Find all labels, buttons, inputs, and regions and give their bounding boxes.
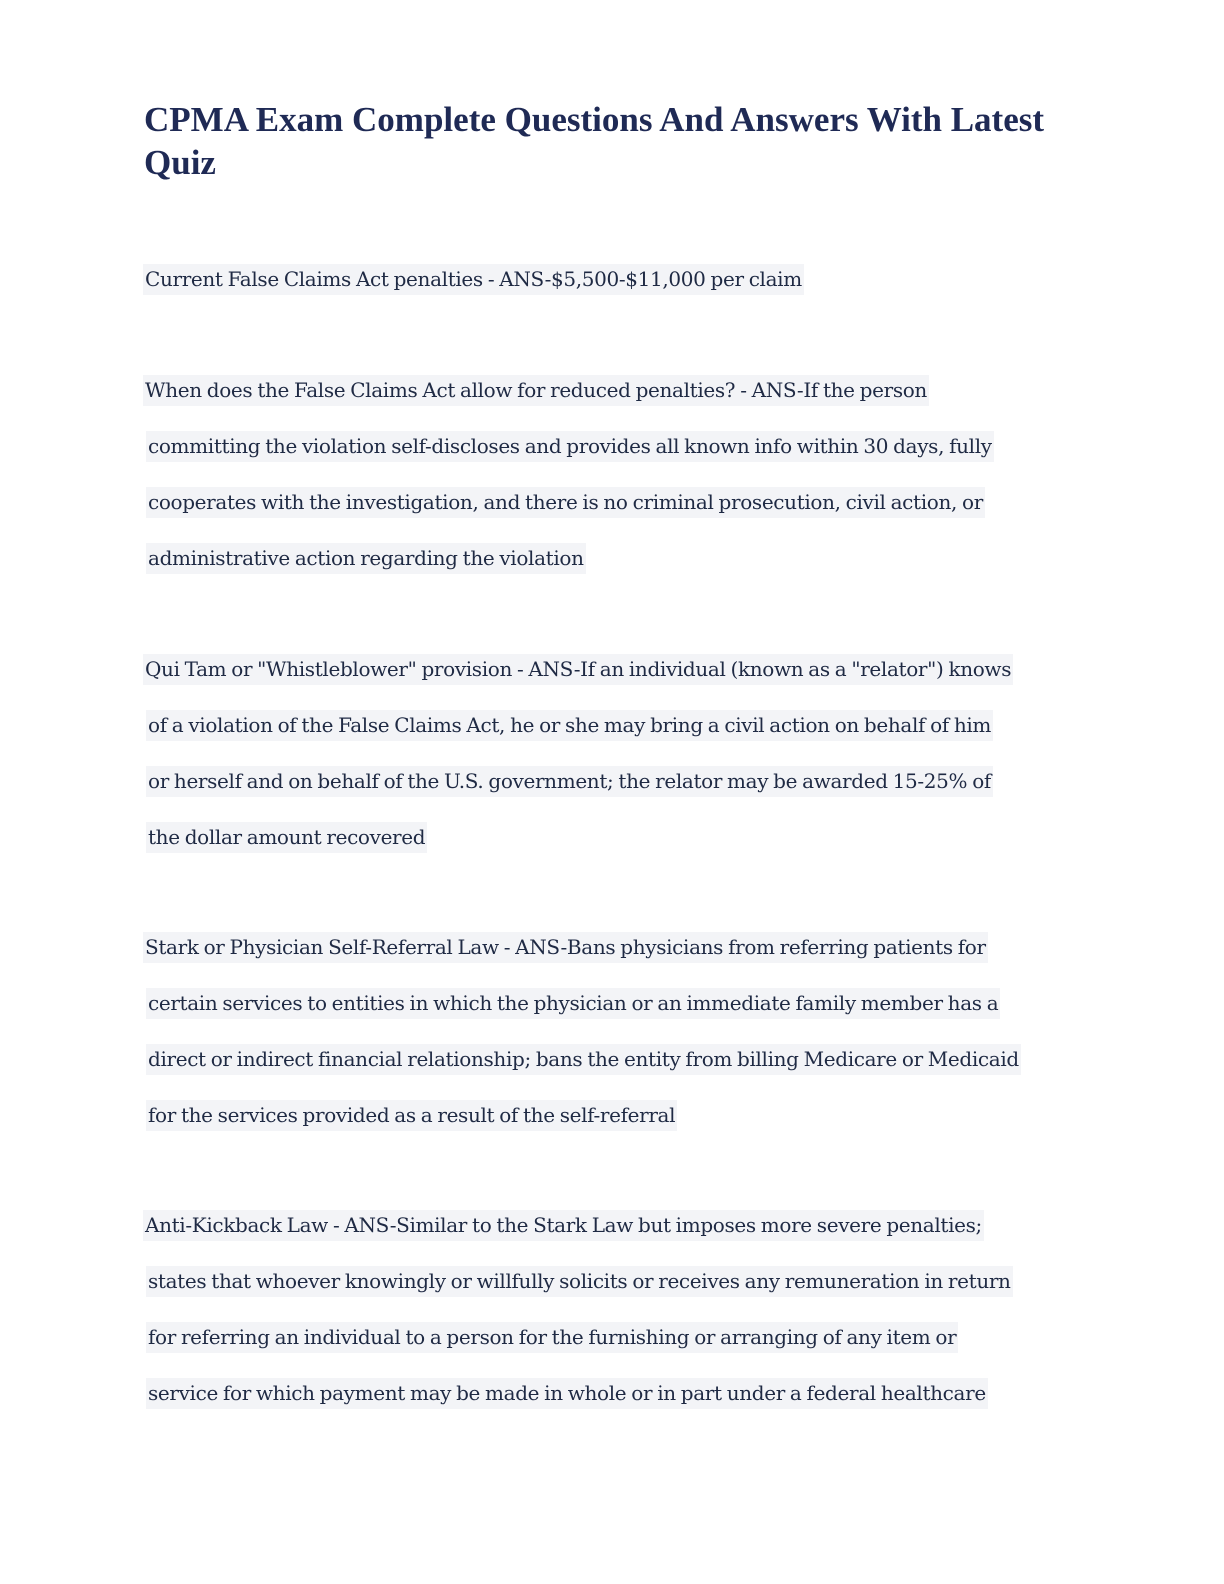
- qa-line: When does the False Claims Act allow for reduced penalties? - ANS-If the person: [143, 362, 1083, 418]
- qa-line: the dollar amount recovered: [143, 809, 1083, 865]
- qa-line: direct or indirect financial relationship; bans the entity from billing Medicare or Medicaid: [143, 1031, 1083, 1087]
- qa-line: administrative action regarding the violation: [143, 530, 1083, 586]
- qa-line: Current False Claims Act penalties - ANS-$5,500-$11,000 per claim: [143, 251, 1083, 307]
- qa-item-stark-law: [143, 919, 1083, 1143]
- qa-line: Qui Tam or "Whistleblower" provision - ANS-If an individual (known as a "relator") knows: [143, 641, 1083, 697]
- qa-line: service for which payment may be made in whole or in part under a federal healthcare: [143, 1365, 1083, 1421]
- document-title: CPMA Exam Complete Questions And Answers With Latest Quiz: [144, 100, 1045, 182]
- qa-line: certain services to entities in which the physician or an immediate family member has a: [143, 975, 1083, 1031]
- qa-line: cooperates with the investigation, and there is no criminal prosecution, civil action, or: [143, 474, 1083, 530]
- qa-line: Stark or Physician Self-Referral Law - ANS-Bans physicians from referring patients for: [143, 919, 1083, 975]
- qa-line: of a violation of the False Claims Act, he or she may bring a civil action on behalf of him: [143, 697, 1083, 753]
- qa-line: for referring an individual to a person for the furnishing or arranging of any item or: [143, 1309, 1083, 1365]
- qa-item-qui-tam: [143, 641, 1083, 865]
- qa-line: Anti-Kickback Law - ANS-Similar to the Stark Law but imposes more severe penalties;: [143, 1197, 1083, 1253]
- qa-line: or herself and on behalf of the U.S. government; the relator may be awarded 15-25% of: [143, 753, 1083, 809]
- qa-item-anti-kickback: [143, 1197, 1083, 1421]
- qa-line: for the services provided as a result of the self-referral: [143, 1087, 1083, 1143]
- qa-line: states that whoever knowingly or willfully solicits or receives any remuneration in return: [143, 1253, 1083, 1309]
- qa-item-reduced-penalties: [143, 362, 1083, 586]
- qa-line: committing the violation self-discloses and provides all known info within 30 days, fully: [143, 418, 1083, 474]
- qa-item-false-claims-penalties: [143, 251, 1083, 307]
